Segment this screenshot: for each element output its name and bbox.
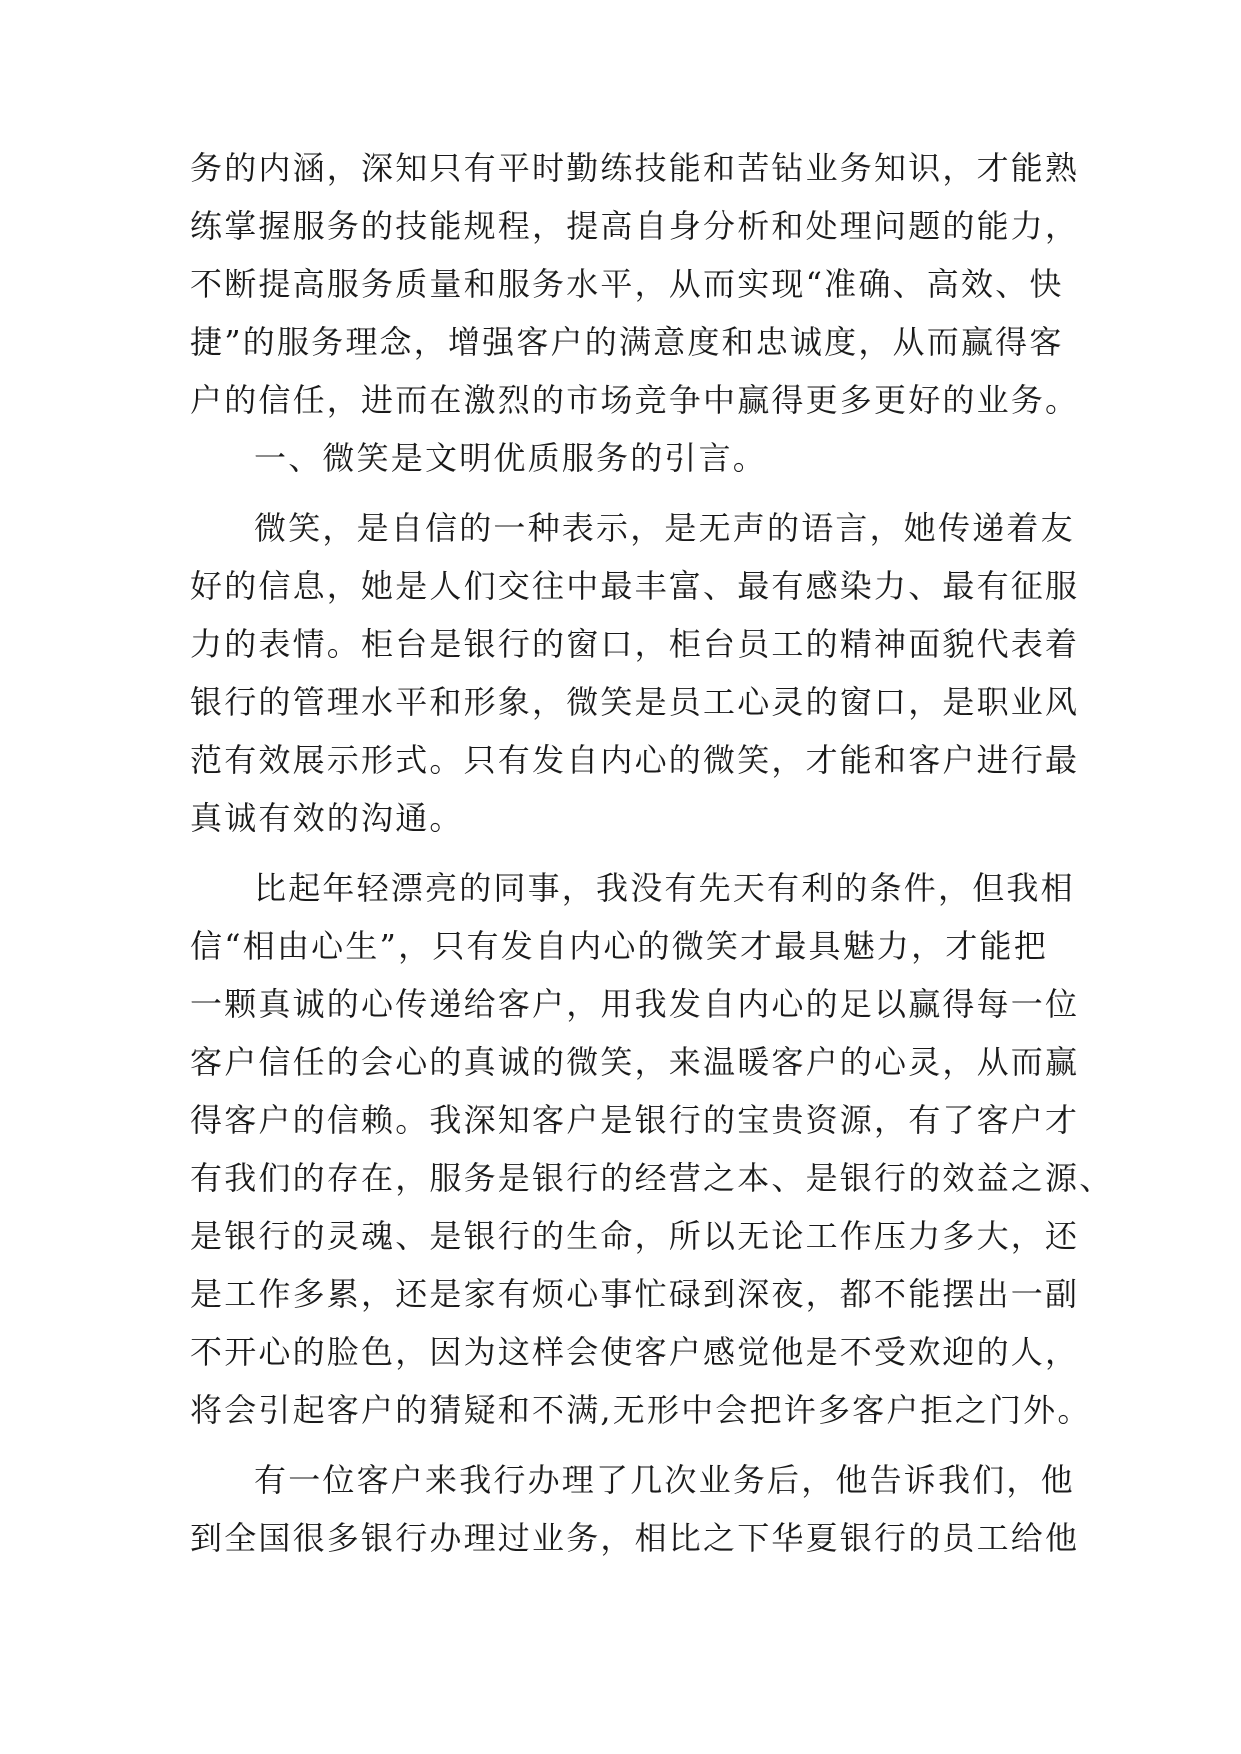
text-line: 微笑，是自信的一种表示，是无声的语言，她传递着友 xyxy=(254,509,1075,547)
text-line: 比起年轻漂亮的同事，我没有先天有利的条件，但我相 xyxy=(254,869,1075,907)
text-line: 练掌握服务的技能规程，提高自身分析和处理问题的能力， xyxy=(190,207,1080,245)
text-line: 好的信息，她是人们交往中最丰富、最有感染力、最有征服 xyxy=(190,567,1080,605)
text-line: 力的表情。柜台是银行的窗口，柜台员工的精神面貌代表着 xyxy=(190,625,1080,663)
text-line: 户的信任，进而在激烈的市场竞争中赢得更多更好的业务。 xyxy=(190,381,1080,419)
text-line: 客户信任的会心的真诚的微笑，来温暖客户的心灵，从而赢 xyxy=(190,1043,1080,1081)
text-line: 范有效展示形式。只有发自内心的微笑，才能和客户进行最 xyxy=(190,741,1080,779)
text-line: 真诚有效的沟通。 xyxy=(190,799,464,837)
text-line: 到全国很多银行办理过业务，相比之下华夏银行的员工给他 xyxy=(190,1519,1080,1557)
text-line: 务的内涵，深知只有平时勤练技能和苦钻业务知识，才能熟 xyxy=(190,149,1080,187)
section-heading: 一、微笑是文明优质服务的引言。 xyxy=(254,439,768,477)
text-line: 有一位客户来我行办理了几次业务后，他告诉我们，他 xyxy=(254,1461,1075,1499)
text-line: 是工作多累，还是家有烦心事忙碌到深夜，都不能摆出一副 xyxy=(190,1275,1080,1313)
text-line: 不断提高服务质量和服务水平，从而实现“准确、高效、快 xyxy=(190,265,1064,303)
text-line: 一颗真诚的心传递给客户，用我发自内心的足以赢得每一位 xyxy=(190,985,1080,1023)
text-line: 捷”的服务理念，增强客户的满意度和忠诚度，从而赢得客 xyxy=(190,323,1064,361)
text-line: 有我们的存在，服务是银行的经营之本、是银行的效益之源、 xyxy=(190,1159,1114,1197)
text-line: 不开心的脸色，因为这样会使客户感觉他是不受欢迎的人， xyxy=(190,1333,1080,1371)
text-line: 信“相由心生”，只有发自内心的微笑才最具魅力，才能把 xyxy=(190,927,1048,965)
text-line: 得客户的信赖。我深知客户是银行的宝贵资源，有了客户才 xyxy=(190,1101,1080,1139)
text-line: 是银行的灵魂、是银行的生命，所以无论工作压力多大，还 xyxy=(190,1217,1080,1255)
text-line: 银行的管理水平和形象，微笑是员工心灵的窗口，是职业风 xyxy=(190,683,1080,721)
text-line: 将会引起客户的猜疑和不满,无形中会把许多客户拒之门外。 xyxy=(190,1391,1092,1429)
